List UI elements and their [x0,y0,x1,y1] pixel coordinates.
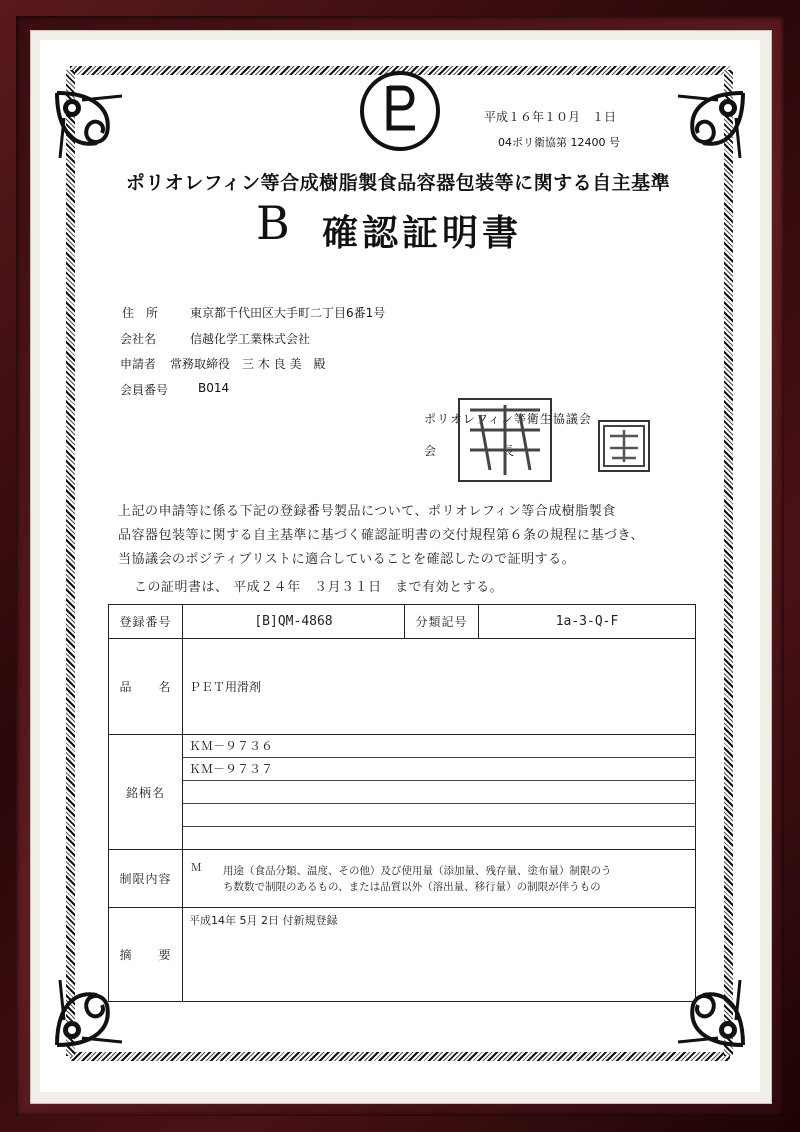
rope-border-bottom [70,1052,730,1061]
cert-title: 確認証明書 [322,212,523,254]
brand-row [109,735,696,850]
brand-list [183,735,696,850]
address-value: 東京都千代田区大手町二丁目6番1号 [190,306,386,320]
issue-date: 平成１６年１０月 １日 [484,110,617,124]
company-value: 信越化学工業株式会社 [190,332,311,346]
registration-number-label: 登録番号 [109,605,183,639]
member-number-label: 会員番号 [120,383,169,397]
product-row [109,639,696,735]
president-seal-stamp [598,420,650,472]
rope-border-right [724,70,733,1056]
certificate-number: 04ポリ衛協第 12400 号 [498,136,620,149]
registration-table [108,604,696,1002]
certificate-body-line-1: 上記の申請等に係る下記の登録番号製品について、ポリオレフィン等合成樹脂製食 [118,504,616,519]
brand-item [183,827,695,849]
product-name-value: ＰＥＴ用滑剤 [183,639,696,735]
association-seal-stamp [458,398,552,482]
member-number-value: B014 [198,381,230,395]
certificate-body-line-2: 品容器包装等に関する自主基準に基づく確認証明書の交付規程第６条の規程に基づき、 [118,528,644,543]
brand-item [183,804,695,827]
brand-item: ＫＭ－９７３７ [183,758,695,781]
restriction-label: 制限内容 [109,850,183,908]
address-label: 住 所 [122,306,159,320]
summary-label: 摘 要 [109,908,183,1002]
product-name-label: 品 名 [109,639,183,735]
issuer-organization: ポリオレフィン等衛生協議会 [424,412,592,426]
brand-item [183,781,695,804]
corner-ornament-top-right-icon [658,88,748,178]
classification-label: 分類記号 [405,605,479,639]
summary-value: 平成14年 5月 2日 付新規登録 [183,908,696,1002]
brand-name-label: 銘柄名 [109,735,183,850]
standard-title: ポリオレフィン等合成樹脂製食品容器包装等に関する自主基準 [125,172,671,194]
applicant-value: 常務取締役 三 木 良 美 殿 [170,357,326,371]
registration-row [109,605,696,639]
issuer-head: 会 長 [424,444,516,458]
summary-row [109,908,696,1002]
restriction-row [109,850,696,908]
applicant-label: 申請者 [120,357,157,371]
restriction-mark: Ｍ [191,862,202,874]
brand-item: ＫＭ－９７３６ [183,735,695,758]
restriction-content [183,850,696,908]
validity-statement: この証明書は、 平成２４年 ３月３１日 まで有効とする。 [134,580,504,595]
company-label: 会社名 [120,332,157,346]
classification-value: 1a-3-Q-F [479,605,696,639]
restriction-text-line-1: 用途（食品分類、温度、その他）及び使用量（添加量、残存量、塗布量）制限のう [223,864,612,877]
pl-logo-icon [355,66,445,156]
corner-ornament-top-left-icon [52,88,142,178]
restriction-text-line-2: ち数数で制限のあるもの、または品質以外（溶出量、移行量）の制限が伴うもの [223,880,601,893]
registration-number-value: [B]QM-4868 [183,605,405,639]
cert-class-letter: B [256,196,290,250]
rope-border-left [66,70,75,1056]
certificate-body-line-3: 当協議会のポジティブリストに適合していることを確認したので証明する。 [118,552,576,567]
